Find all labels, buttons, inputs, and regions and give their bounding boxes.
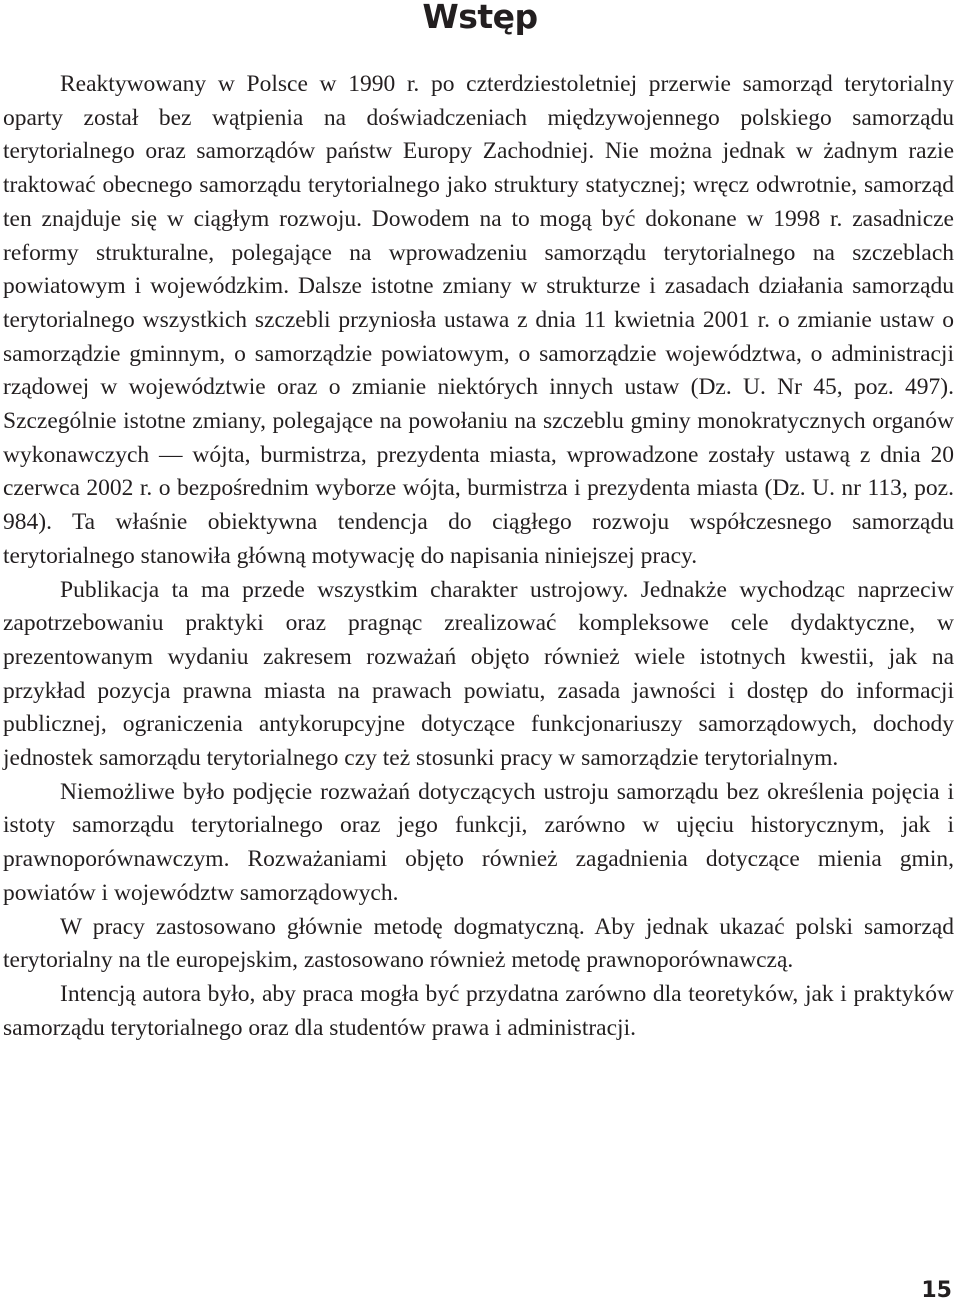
page-number: 15 <box>921 1278 952 1303</box>
paragraph-5: Intencją autora było, aby praca mogła być przydatna zarówno dla teoretyków, jak i praktyków samorządu terytorialnego oraz dla studentów prawa i administracji. <box>3 980 954 1041</box>
page-title: Wstęp <box>422 0 538 36</box>
paragraph-1: Reaktywowany w Polsce w 1990 r. po czterdziestoletniej przerwie samorząd terytorialny oparty został bez wątpienia na doświadczeniach międzywojennego polskiego samorządu terytorialnego oraz samorządów państw Europy Zachodniej. Nie można jednak w żadnym razie traktować obecnego samorządu terytorialnego jako struktury statycznej; wręcz odwrotnie, samorząd ten znajduje się w ciągłym rozwoju. Dowodem na to mogą być dokonane w 1998 r. zasadnicze reformy strukturalne, polegające na wprowadzeniu samorządu terytorialnego na szczeblach powiatowym i wojewódzkim. Dalsze istotne zmiany w strukturze i zasadach działania samorządu terytorialnego wszystkich szczebli przyniosła ustawa z dnia 11 kwietnia 2001 r. o zmianie ustaw o samorządzie gminnym, o samorządzie powiatowym, o samorządzie województwa, o administracji rządowej w województwie oraz o zmianie niektórych innych ustaw (Dz. U. Nr 45, poz. 497). Szczególnie istotne zmiany, polegające na powołaniu na szczeblu gminy monokratycznych organów wykonawczych — wójta, burmistrza, prezydenta miasta, wprowadzone zostały ustawą z dnia 20 czerwca 2002 r. o bezpośrednim wyborze wójta, burmistrza i prezydenta miasta (Dz. U. nr 113, poz. 984). Ta właśnie obiektywna tendencja do ciągłego rozwoju współczesnego samorządu terytorialnego stanowiła główną motywację do napisania niniejszej pracy. <box>3 71 954 569</box>
body-text <box>3 68 954 1045</box>
paragraph-3: Niemożliwe było podjęcie rozważań dotyczących ustroju samorządu bez określenia pojęcia i istoty samorządu terytorialnego oraz jego funkcji, zarówno w ujęciu historycznym, jak i prawnoporównawczym. Rozważaniami objęto również zagadnienia dotyczące mienia gmin, powiatów i województw samorządowych. <box>3 778 954 906</box>
paragraph-2: Publikacja ta ma przede wszystkim charakter ustrojowy. Jednakże wychodząc naprzeciw zapotrzebowaniu praktyki oraz pragnąc zrealizować kompleksowe cele dydaktyczne, w prezentowanym wydaniu zakresem rozważań objęto również wiele istotnych kwestii, jak na przykład pozycja prawna miasta na prawach powiatu, zasada jawności i dostęp do informacji publicznej, ograniczenia antykorupcyjne dotyczące funkcjonariuszy samorządowych, dochody jednostek samorządu terytorialnego czy też stosunki pracy w samorządzie terytorialnym. <box>3 576 954 772</box>
paragraph-4: W pracy zastosowano głównie metodę dogmatyczną. Aby jednak ukazać polski samorząd terytorialny na tle europejskim, zastosowano również metodę prawnoporównawczą. <box>3 913 954 974</box>
